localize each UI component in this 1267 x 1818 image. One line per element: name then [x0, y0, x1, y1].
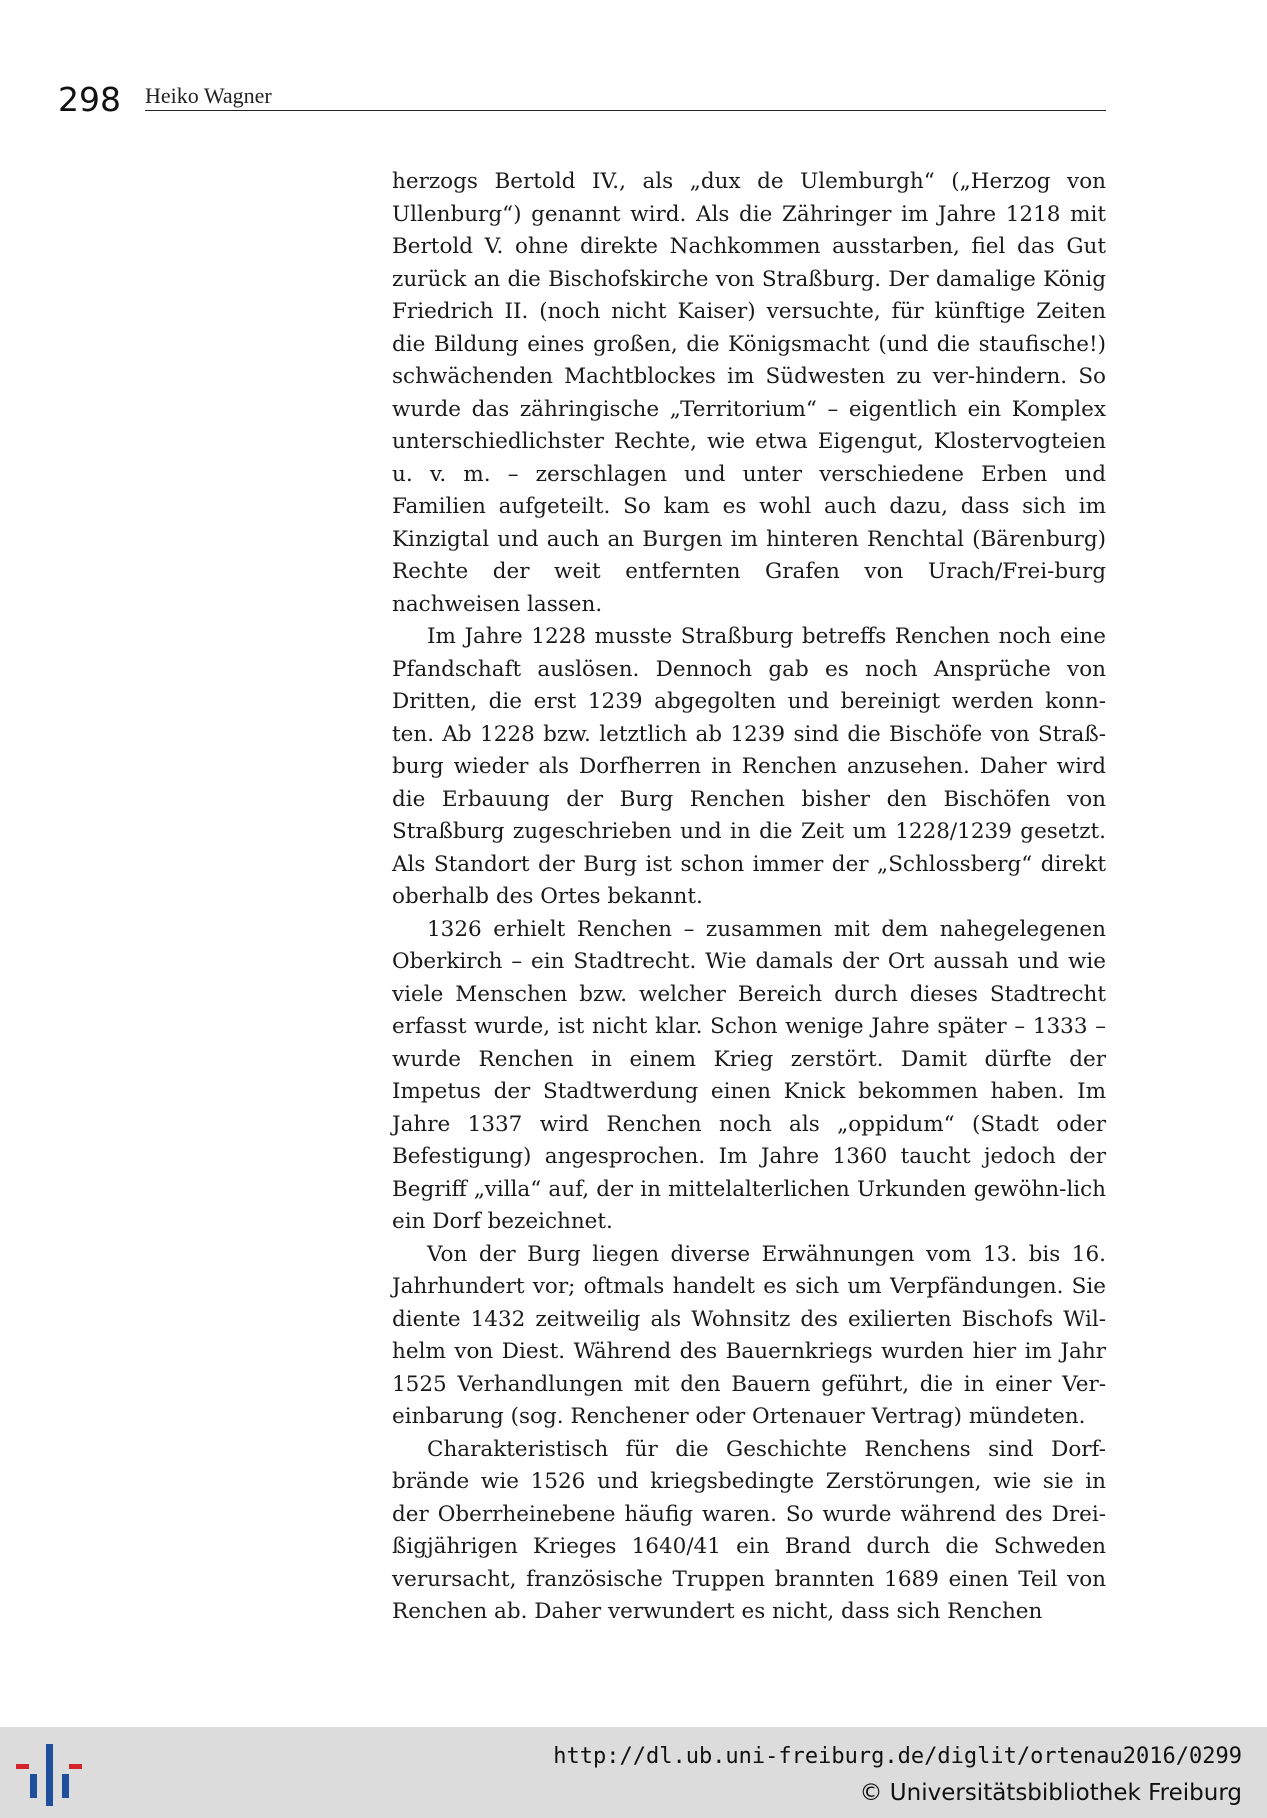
- logo-red-bar-left: [16, 1764, 29, 1769]
- header-rule: [145, 110, 1106, 111]
- paragraph: 1326 erhielt Renchen – zusammen mit dem nahegelegenen Oberkirch – ein Stadtrecht. Wie damals der Ort aussah und wie viele Menschen bzw. welcher Bereich durch dieses Stadtrecht erfasst wurde, ist nicht klar. Schon wenige Jahre später – 1333 – wurde Renchen in einem Krieg zerstört. Damit dürfte der Impetus der Stadtwerdung einen Knick bekommen haben. Im Jahre 1337 wird Renchen noch als „oppidum“ (Stadt oder Befestigung) angesprochen. Im Jahre 1360 taucht jedoch der Begriff „villa“ auf, der in mittelalterlichen Urkunden gewöhn-lich ein Dorf bezeichnet.: [392, 916, 1106, 1234]
- paragraph: Charakteristisch für die Geschichte Renchens sind Dorf-brände wie 1526 und kriegsbedingte Zerstörungen, wie sie in der Oberrheinebene häufig waren. So wurde während des Drei-ßigjährigen Krieges 1640/41 ein Brand durch die Schweden verursacht, französische Truppen brannten 1689 einen Teil von Renchen ab. Daher verwundert es nicht, dass sich Renchen: [392, 1436, 1106, 1624]
- paragraph: Von der Burg liegen diverse Erwähnungen vom 13. bis 16. Jahrhundert vor; oftmals handelt es sich um Verpfändungen. Sie diente 1432 zeitweilig als Wohnsitz des exilierten Bischofs Wil-helm von Diest. Während des Bauernkriegs wurden hier im Jahr 1525 Verhandlungen mit den Bauern geführt, die in einer Ver-einbarung (sog. Renchener oder Ortenauer Vertrag) mündeten.: [392, 1241, 1106, 1429]
- logo-blue-bar-right: [62, 1774, 69, 1798]
- running-head-author: Heiko Wagner: [145, 83, 272, 108]
- body-text: [392, 166, 1106, 1629]
- page-number: 298: [58, 80, 121, 119]
- ub-freiburg-logo-icon: [16, 1744, 82, 1806]
- paragraph: herzogs Bertold IV., als „dux de Ulemburgh“ („Herzog von Ullenburg“) genannt wird. Als die Zähringer im Jahre 1218 mit Bertold V. ohne direkte Nachkommen ausstarben, fiel das Gut zurück an die Bischofskirche von Straßburg. Der damalige König Friedrich II. (noch nicht Kaiser) versuchte, für künftige Zeiten die Bildung eines großen, die Königsmacht (und die staufische!) schwächenden Machtblockes im Südwesten zu ver-hindern. So wurde das zähringische „Territorium“ – eigentlich ein Komplex unterschiedlichster Rechte, wie etwa Eigengut, Klostervogteien u. v. m. – zerschlagen und unter verschiedene Erben und Familien aufgeteilt. So kam es wohl auch dazu, dass sich im Kinzigtal und auch an Burgen im hinteren Renchtal (Bärenburg) Rechte der weit entfernten Grafen von Urach/Frei-burg nachweisen lassen.: [392, 169, 1106, 617]
- logo-blue-bar-left: [30, 1774, 37, 1798]
- paragraph: Im Jahre 1228 musste Straßburg betreffs Renchen noch eine Pfandschaft auslösen. Dennoch gab es noch Ansprüche von Dritten, die erst 1239 abgegolten und bereinigt werden konn-ten. Ab 1228 bzw. letztlich ab 1239 sind die Bischöfe von Straß-burg wieder als Dorfherren in Renchen anzusehen. Daher wird die Erbauung der Burg Renchen bisher den Bischöfen von Straßburg zugeschrieben und in die Zeit um 1228/1239 gesetzt. Als Standort der Burg ist schon immer der „Schlossberg“ direkt oberhalb des Ortes bekannt.: [392, 624, 1106, 909]
- footer-bar: [0, 1727, 1267, 1818]
- footer-url-link[interactable]: http://dl.ub.uni-freiburg.de/diglit/ortenau2016/0299: [553, 1744, 1242, 1769]
- logo-red-bar-right: [69, 1764, 82, 1769]
- footer-copyright: © Universitätsbibliothek Freiburg: [859, 1780, 1242, 1806]
- logo-blue-bar-center: [46, 1744, 53, 1806]
